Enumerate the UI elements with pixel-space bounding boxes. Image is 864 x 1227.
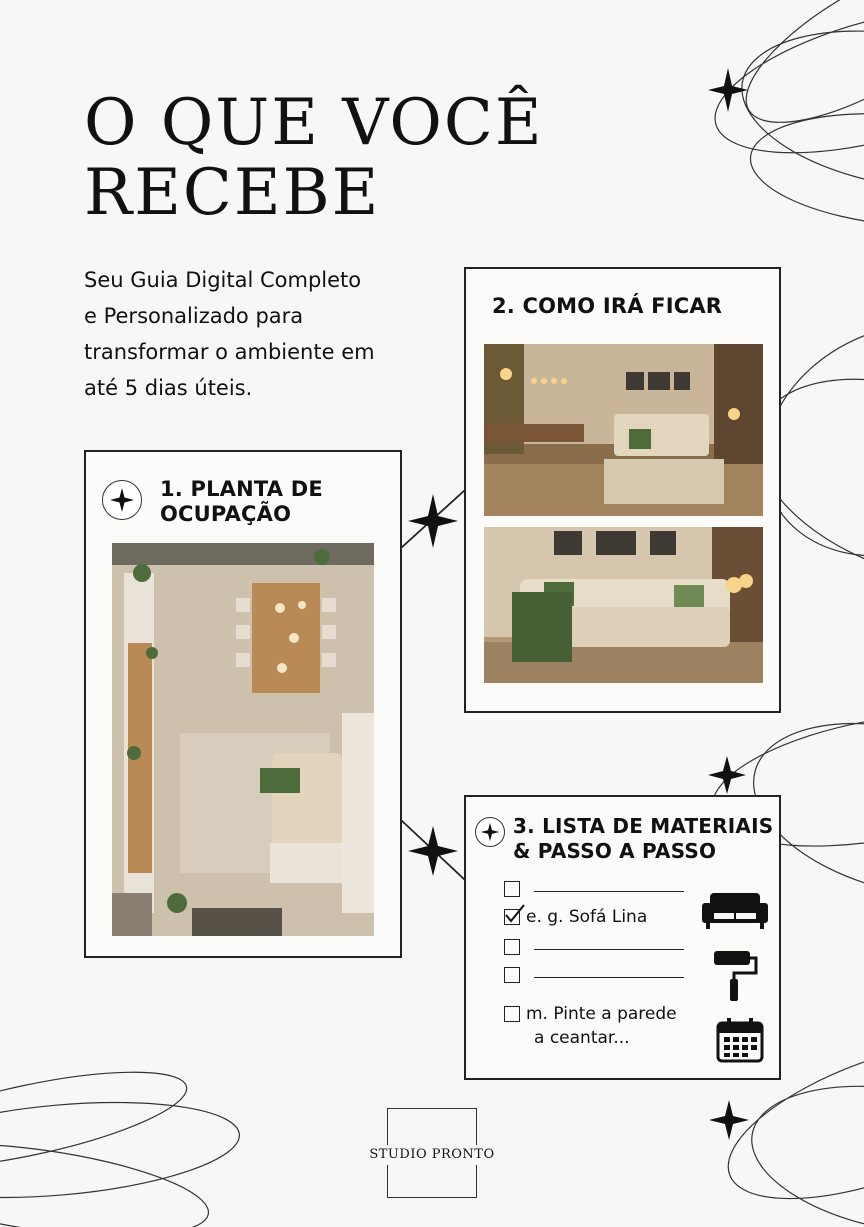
title-line-2: RECEBE <box>84 156 381 230</box>
checklist-item <box>504 905 647 929</box>
materials-title-line-1: 3. LISTA DE MATERIAIS <box>513 814 774 838</box>
floor-plan-title-line-2: OCUPAÇÃO <box>160 502 292 526</box>
checklist-text-continued: a ceantar... <box>534 1028 630 1048</box>
checkbox[interactable] <box>504 939 520 955</box>
checkbox[interactable] <box>504 881 520 897</box>
materials-card <box>464 795 781 1080</box>
floor-plan-card <box>84 450 402 958</box>
materials-title-line-2: & PASSO A PASSO <box>513 839 717 863</box>
checkbox[interactable] <box>504 1006 520 1022</box>
subtitle <box>84 262 454 406</box>
floor-plan-title-line-1: 1. PLANTA DE <box>160 477 323 501</box>
checkbox[interactable] <box>504 967 520 983</box>
blank-line <box>534 949 684 950</box>
preview-card <box>464 267 781 713</box>
checklist-item <box>504 935 684 959</box>
subtitle-line-4: até 5 dias úteis. <box>84 376 253 400</box>
dining-room-render <box>484 344 763 516</box>
checklist-text: m. Pinte a parede <box>526 1004 677 1024</box>
sparkle-icon <box>475 817 505 847</box>
subtitle-line-3: transformar o ambiente em <box>84 340 375 364</box>
floor-plan-title <box>160 477 323 527</box>
calendar-icon <box>716 1017 764 1063</box>
paint-roller-icon <box>710 947 760 1003</box>
subtitle-line-1: Seu Guia Digital Completo <box>84 268 362 292</box>
sofa-icon <box>700 889 770 931</box>
blank-line <box>534 977 684 978</box>
preview-title: 2. COMO IRÁ FICAR <box>492 294 723 318</box>
living-room-render <box>484 527 763 683</box>
blank-line <box>534 891 684 892</box>
materials-title <box>513 814 773 864</box>
sparkle-icon <box>102 480 142 520</box>
floor-plan-image <box>112 543 374 936</box>
title-line-1: O QUE VOCÊ <box>84 86 544 160</box>
checklist-text: e. g. Sofá Lina <box>526 907 648 927</box>
subtitle-line-2: e Personalizado para <box>84 304 304 328</box>
page-title <box>84 88 604 228</box>
checklist-item <box>504 963 684 987</box>
checklist-item <box>504 1002 677 1026</box>
checklist-item <box>504 877 684 901</box>
brand-logo-text: STUDIO PRONTO <box>350 1145 514 1165</box>
checkbox-checked[interactable] <box>504 909 520 925</box>
